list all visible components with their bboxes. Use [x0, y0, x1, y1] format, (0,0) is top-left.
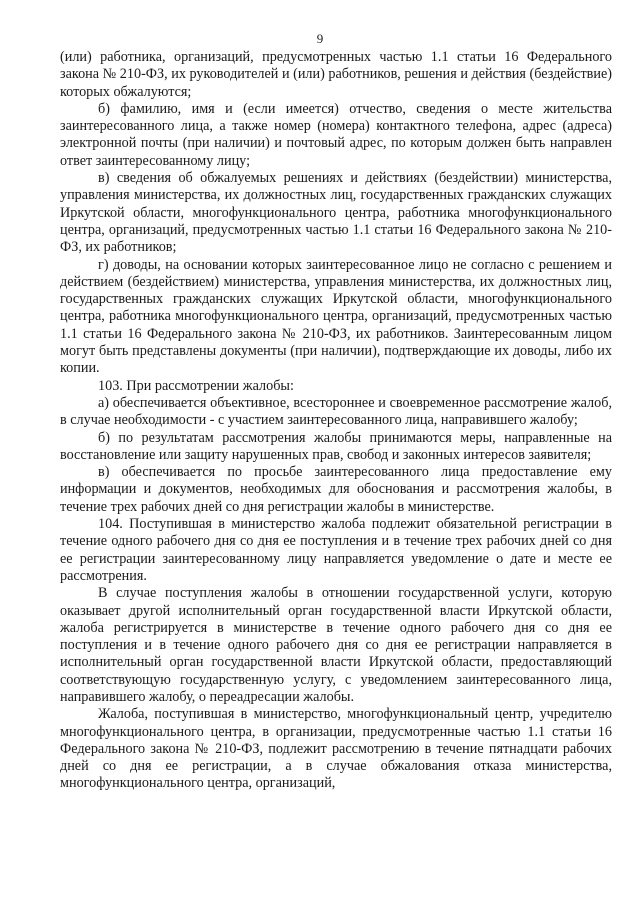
paragraph-clause-104: 104. Поступившая в министерство жалоба подлежит обязательной регистрации в течение одного рабочего дня со дня ее поступления и в течение трех рабочих дней со дня ее регистрации заинтересованному лицу направляется уведомление о дате и месте ее рассмотрения. [60, 516, 612, 584]
paragraph-review-term: Жалоба, поступившая в министерство, многофункциональный центр, учредителю многофункционального центра, в организации, предусмотренные частью 1.1 статьи 16 Федерального закона № 210-ФЗ, подлежит рассмотрению в течение пятнадцати рабочих дней со дня ее регистрации, а в случае обжалования отказа министерства, многофункционального центра, организаций, [60, 706, 612, 792]
document-body [60, 49, 612, 793]
paragraph-item-b: б) фамилию, имя и (если имеется) отчество, сведения о месте жительства заинтересованного лица, а также номер (номера) контактного телефона, адрес (адреса) электронной почты (при наличии) и почтовый адрес, по которым должен быть направлен ответ заинтересованному лицу; [60, 100, 612, 169]
paragraph-clause-103-v: в) обеспечивается по просьбе заинтересованного лица предоставление ему информации и документов, необходимых для обоснования и рассмотрения жалобы, в течение трех рабочих дней со дня регистрации жалобы в министерстве. [60, 464, 612, 515]
paragraph-item-g: г) доводы, на основании которых заинтересованное лицо не согласно с решением и действием (бездействием) министерства, управления министерства, их должностных лиц, государственных гражданских служащих Иркутской области, многофункционального центра, работника многофункционального центра, организаций, предусмотренных частью 1.1 статьи 16 Федерального закона № 210-ФЗ, их работников. Заинтересованным лицом могут быть представлены документы (при наличии), подтверждающие их доводы, либо их копии. [60, 256, 612, 377]
paragraph-continuation: (или) работника, организаций, предусмотренных частью 1.1 статьи 16 Федерального закона № 210-ФЗ, их руководителей и (или) работников, решения и действия (бездействие) которых обжалуются; [60, 49, 612, 100]
page-number: 9 [316, 31, 324, 46]
paragraph-redirect: В случае поступления жалобы в отношении государственной услуги, которую оказывает другой исполнительный орган государственной власти Иркутской области, жалоба регистрируется в министерстве в течение одного рабочего дня со дня ее поступления и в течение одного рабочего дня со дня ее регистрации направляется в исполнительный орган государственной власти Иркутской области, предоставляющий соответствующую государственную услугу, с уведомлением заинтересованного лица, направившего жалобу, о переадресации жалобы. [60, 585, 612, 705]
paragraph-clause-103-a: а) обеспечивается объективное, всестороннее и своевременное рассмотрение жалоб, в случае необходимости - с участием заинтересованного лица, направившего жалобу; [60, 394, 612, 429]
paragraph-clause-103: 103. При рассмотрении жалобы: [98, 377, 294, 394]
paragraph-clause-103-b: б) по результатам рассмотрения жалобы принимаются меры, направленные на восстановление или защиту нарушенных прав, свобод и законных интересов заявителя; [60, 429, 612, 463]
paragraph-item-v: в) сведения об обжалуемых решениях и действиях (бездействии) министерства, управления министерства, их должностных лиц, государственных гражданских служащих Иркутской области, многофункционального центра, работника многофункционального центра, организаций, предусмотренных частью 1.1 статьи 16 Федерального закона № 210-ФЗ, их работников; [60, 170, 612, 256]
